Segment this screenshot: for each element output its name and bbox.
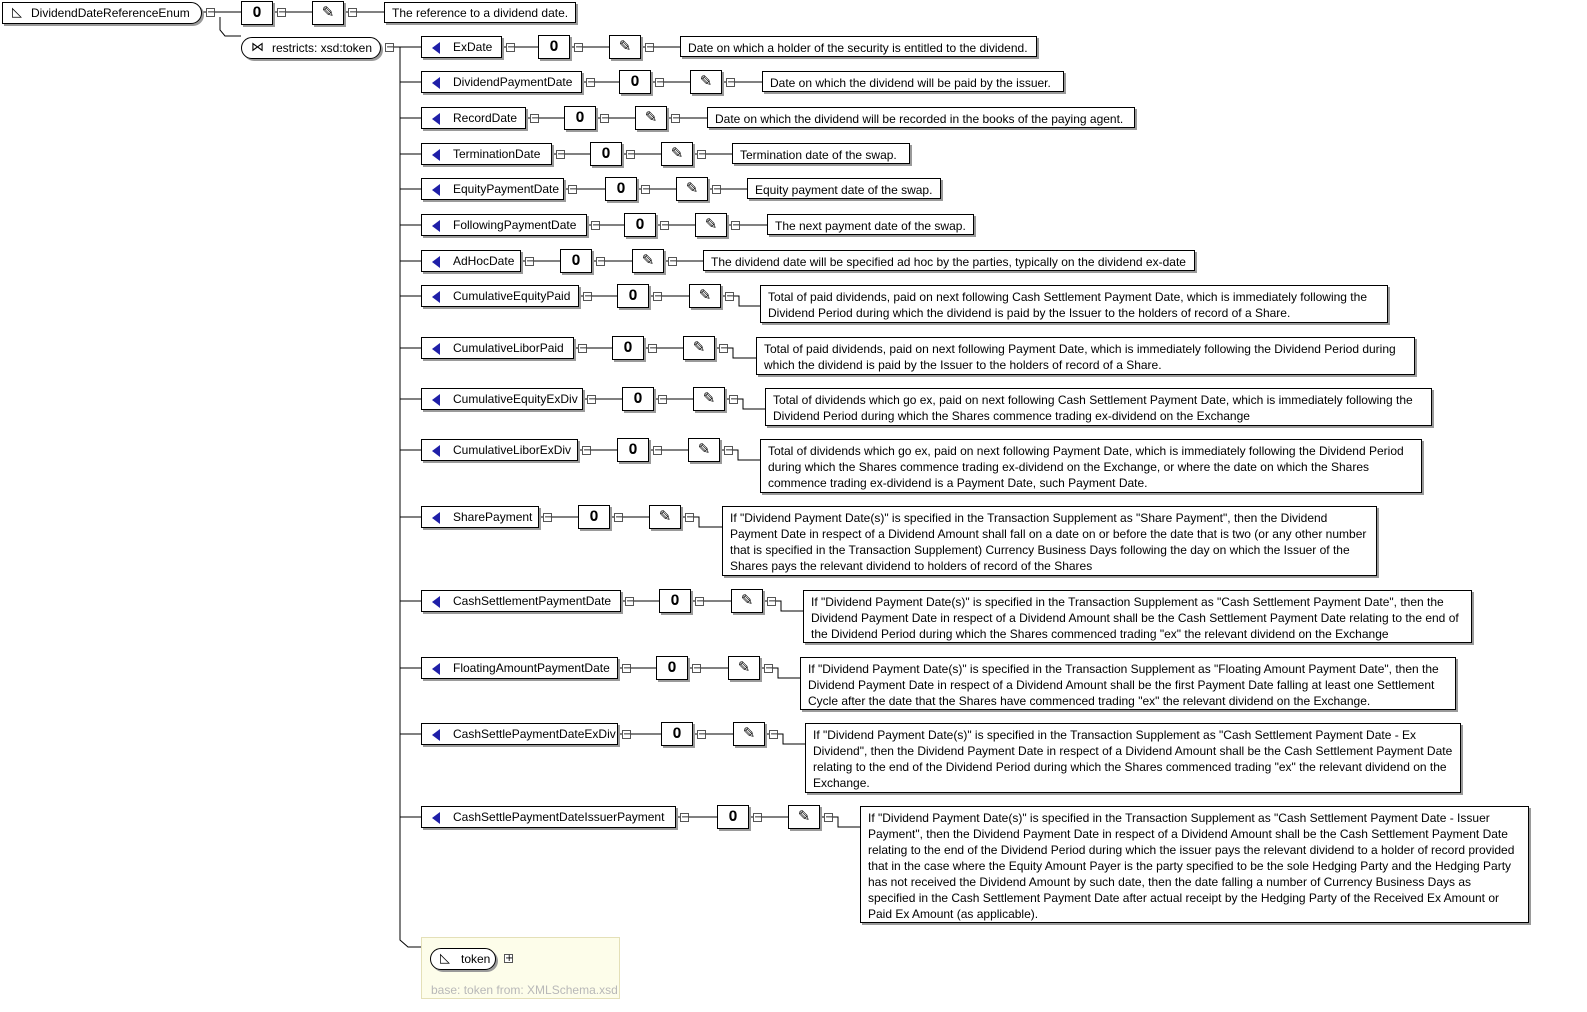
enumeration-collapse-toggle[interactable]: −: [584, 291, 593, 302]
enumeration-collapse-toggle[interactable]: −: [507, 42, 516, 53]
connector-line: [400, 47, 421, 947]
enumeration-documentation: The next payment date of the swap.: [767, 214, 974, 235]
enumeration-CashSettlePaymentDateIssuerPayment[interactable]: [421, 806, 676, 828]
enumeration-name: CashSettlementPaymentDate: [453, 594, 612, 608]
enumeration-documentation: Equity payment date of the swap.: [747, 178, 941, 199]
scroll-icon: ✎: [733, 722, 765, 746]
enumeration-collapse-toggle[interactable]: −: [557, 149, 566, 160]
paperclip-icon: 𝟎: [538, 35, 570, 59]
enumeration-documentation: Total of paid dividends, paid on next following Payment Date, which is immediately following the Dividend Period during which the dividend is paid by the Issuer to the holders of record of a Share.: [756, 337, 1415, 375]
base-type-panel: [421, 937, 620, 999]
enumeration-CumulativeEquityPaid[interactable]: [421, 285, 579, 307]
enumeration-collapse-toggle[interactable]: −: [588, 394, 597, 405]
paperclip-icon: 𝟎: [622, 387, 654, 411]
scroll-icon: ✎: [731, 589, 763, 613]
enumeration-arrow-icon: [432, 445, 440, 457]
documentation-collapse-toggle[interactable]: −: [686, 512, 695, 523]
connector-line: [778, 734, 805, 744]
root-collapse-toggle[interactable]: −: [207, 7, 216, 18]
annotation-collapse-toggle[interactable]: −: [597, 256, 606, 267]
connector-line: [220, 17, 241, 36]
enumeration-name: CumulativeEquityPaid: [453, 289, 571, 303]
root-type-name: DividendDateReferenceEnum: [31, 6, 190, 20]
documentation-collapse-toggle[interactable]: −: [349, 7, 358, 18]
documentation-collapse-toggle[interactable]: −: [825, 812, 834, 823]
enumeration-arrow-icon: [432, 184, 440, 196]
enumeration-arrow-icon: [432, 394, 440, 406]
enumeration-EquityPaymentDate[interactable]: [421, 178, 564, 200]
enumeration-documentation: If "Dividend Payment Date(s)" is specified in the Transaction Supplement as "Floating Amount Payment Date", then the Dividend Payment Date in respect of a Dividend Amount shall be the first Payment Date falling at least one Settlement Cycle after the date that the Shares have commenced trading "ex" the relevant dividend on the Exchange.: [800, 657, 1456, 710]
base-type-node[interactable]: [430, 948, 496, 970]
scroll-icon: ✎: [728, 656, 760, 680]
enumeration-name: CashSettlePaymentDateExDiv: [453, 727, 616, 741]
enumeration-documentation: Total of paid dividends, paid on next following Cash Settlement Payment Date, which is immediately following the Dividend Period during which the dividend is paid by the Issuer to the holders of record of a Share.: [760, 285, 1388, 323]
documentation-collapse-toggle[interactable]: −: [765, 663, 774, 674]
enumeration-name: RecordDate: [453, 111, 518, 125]
enumeration-RecordDate[interactable]: [421, 107, 526, 129]
documentation-collapse-toggle[interactable]: −: [698, 149, 707, 160]
enumeration-arrow-icon: [432, 343, 440, 355]
enumeration-arrow-icon: [432, 596, 440, 608]
annotation-collapse-toggle[interactable]: −: [654, 445, 663, 456]
enumeration-DividendPaymentDate[interactable]: [421, 71, 582, 93]
restriction-icon: ⋈: [251, 40, 264, 55]
scroll-icon: ✎: [690, 70, 722, 94]
enumeration-FollowingPaymentDate[interactable]: [421, 214, 587, 236]
annotation-collapse-toggle[interactable]: −: [575, 42, 584, 53]
enumeration-documentation: Total of dividends which go ex, paid on next following Payment Date, which is immediately following the Dividend Period during which the Shares commence trading ex-dividend on the Exchange, or where the date on which the Shares commence trading ex-dividend is a Payment Date, such Payment Date.: [760, 439, 1422, 493]
enumeration-name: DividendPaymentDate: [453, 75, 573, 89]
enumeration-collapse-toggle[interactable]: −: [526, 256, 535, 267]
scroll-icon: ✎: [635, 106, 667, 130]
paperclip-icon: 𝟎: [590, 142, 622, 166]
enumeration-CashSettlePaymentDateExDiv[interactable]: [421, 723, 618, 745]
base-type-expand-toggle[interactable]: +: [505, 953, 514, 964]
documentation-collapse-toggle[interactable]: −: [720, 343, 729, 354]
connector-line: [773, 668, 800, 678]
paperclip-icon: 𝟎: [612, 336, 644, 360]
enumeration-collapse-toggle[interactable]: −: [626, 596, 635, 607]
simple-type-icon: ◺: [12, 5, 22, 20]
enumeration-CumulativeLiborExDiv[interactable]: [421, 439, 578, 461]
paperclip-icon: 𝟎: [656, 656, 688, 680]
enumeration-name: CumulativeLiborPaid: [453, 341, 564, 355]
enumeration-arrow-icon: [432, 149, 440, 161]
enumeration-name: CashSettlePaymentDateIssuerPayment: [453, 810, 665, 824]
paperclip-icon: 𝟎: [617, 284, 649, 308]
enumeration-arrow-icon: [432, 77, 440, 89]
root-documentation: The reference to a dividend date.: [384, 2, 576, 23]
enumeration-arrow-icon: [432, 291, 440, 303]
paperclip-icon: 𝟎: [605, 177, 637, 201]
annotation-collapse-toggle[interactable]: −: [654, 291, 663, 302]
enumeration-FloatingAmountPaymentDate[interactable]: [421, 657, 618, 679]
documentation-collapse-toggle[interactable]: −: [768, 596, 777, 607]
enumeration-name: CumulativeEquityExDiv: [453, 392, 578, 406]
enumeration-name: ExDate: [453, 40, 493, 54]
enumeration-collapse-toggle[interactable]: −: [587, 77, 596, 88]
paperclip-icon: 𝟎: [619, 70, 651, 94]
documentation-collapse-toggle[interactable]: −: [725, 445, 734, 456]
enumeration-name: CumulativeLiborExDiv: [453, 443, 572, 457]
connector-line: [734, 296, 760, 306]
annotation-collapse-toggle[interactable]: −: [656, 77, 665, 88]
enumeration-name: EquityPaymentDate: [453, 182, 560, 196]
enumeration-collapse-toggle[interactable]: −: [579, 343, 588, 354]
paperclip-icon: 𝟎: [564, 106, 596, 130]
enumeration-name: FloatingAmountPaymentDate: [453, 661, 610, 675]
enumeration-name: FollowingPaymentDate: [453, 218, 577, 232]
enumeration-documentation: Termination date of the swap.: [732, 143, 910, 164]
scroll-icon: ✎: [676, 177, 708, 201]
enumeration-arrow-icon: [432, 512, 440, 524]
enumeration-ExDate[interactable]: [421, 36, 502, 58]
enumeration-CumulativeEquityExDiv[interactable]: [421, 388, 583, 410]
documentation-collapse-toggle[interactable]: −: [732, 220, 741, 231]
enumeration-collapse-toggle[interactable]: −: [623, 729, 632, 740]
documentation-collapse-toggle[interactable]: −: [646, 42, 655, 53]
scroll-icon: ✎: [683, 336, 715, 360]
simple-type-icon: ◺: [440, 951, 450, 966]
paperclip-icon: 𝟎: [624, 213, 656, 237]
enumeration-collapse-toggle[interactable]: −: [592, 220, 601, 231]
connector-line: [738, 399, 765, 409]
scroll-icon: ✎: [312, 1, 344, 25]
enumeration-AdHocDate[interactable]: [421, 250, 521, 272]
enumeration-documentation: Date on which the dividend will be paid by the issuer.: [762, 71, 1064, 92]
scroll-icon: ✎: [695, 213, 727, 237]
restriction-node[interactable]: [241, 37, 381, 59]
paperclip-icon: 𝟎: [659, 589, 691, 613]
enumeration-name: SharePayment: [453, 510, 533, 524]
enumeration-name: TerminationDate: [453, 147, 541, 161]
base-type-name: token: [461, 952, 491, 966]
enumeration-collapse-toggle[interactable]: −: [583, 445, 592, 456]
paperclip-icon: 𝟎: [617, 438, 649, 462]
enumeration-arrow-icon: [432, 812, 440, 824]
enumeration-collapse-toggle[interactable]: −: [531, 113, 540, 124]
annotation-collapse-toggle[interactable]: −: [754, 812, 763, 823]
enumeration-collapse-toggle[interactable]: −: [681, 812, 690, 823]
enumeration-TerminationDate[interactable]: [421, 143, 552, 165]
connector-line: [728, 348, 756, 358]
enumeration-name: AdHocDate: [453, 254, 515, 268]
connector-line: [733, 450, 760, 460]
annotation-collapse-toggle[interactable]: −: [649, 343, 658, 354]
scroll-icon: ✎: [661, 142, 693, 166]
paperclip-icon: 𝟎: [241, 1, 273, 25]
scroll-icon: ✎: [688, 438, 720, 462]
paperclip-icon: 𝟎: [661, 722, 693, 746]
enumeration-collapse-toggle[interactable]: −: [569, 184, 578, 195]
restriction-collapse-toggle[interactable]: −: [386, 42, 395, 53]
documentation-collapse-toggle[interactable]: −: [726, 291, 735, 302]
enumeration-arrow-icon: [432, 663, 440, 675]
base-type-source: base: token from: XMLSchema.xsd: [431, 983, 618, 997]
enumeration-CashSettlementPaymentDate[interactable]: [421, 590, 621, 612]
enumeration-arrow-icon: [432, 113, 440, 125]
documentation-collapse-toggle[interactable]: −: [727, 77, 736, 88]
annotation-collapse-toggle[interactable]: −: [642, 184, 651, 195]
enumeration-documentation: Date on which the dividend will be recorded in the books of the paying agent.: [707, 107, 1135, 128]
annotation-collapse-toggle[interactable]: −: [698, 729, 707, 740]
enumeration-arrow-icon: [432, 42, 440, 54]
paperclip-icon: 𝟎: [578, 505, 610, 529]
connector-line: [776, 601, 803, 611]
enumeration-arrow-icon: [432, 256, 440, 268]
enumeration-documentation: Date on which a holder of the security is entitled to the dividend.: [680, 36, 1037, 57]
scroll-icon: ✎: [689, 284, 721, 308]
enumeration-CumulativeLiborPaid[interactable]: [421, 337, 574, 359]
scroll-icon: ✎: [788, 805, 820, 829]
enumeration-arrow-icon: [432, 220, 440, 232]
annotation-collapse-toggle[interactable]: −: [278, 7, 287, 18]
annotation-collapse-toggle[interactable]: −: [601, 113, 610, 124]
enumeration-collapse-toggle[interactable]: −: [623, 663, 632, 674]
scroll-icon: ✎: [632, 249, 664, 273]
paperclip-icon: 𝟎: [717, 805, 749, 829]
annotation-collapse-toggle[interactable]: −: [627, 149, 636, 160]
connector-line: [694, 517, 722, 527]
enumeration-documentation: If "Dividend Payment Date(s)" is specified in the Transaction Supplement as "Cash Settlement Payment Date - Issuer Payment", then the Dividend Payment Date in respect of a Dividend Amount shall be the Cash Settlement Payment Date relating to the end of the Dividend Period during which the issuer pays the relevant dividend to a holder of record provided that in the case where the Equity Amount Payer is the party specified to be the sole Hedging Party and the Hedging Party has not received the Dividend Amount by such date, then the date falling a number of Currency Business Days as specified in the Cash Settlement Payment Date after actual receipt by the Hedging Party of the Received Ex Amount or Paid Ex Amount (as applicable).: [860, 806, 1529, 923]
enumeration-documentation: If "Dividend Payment Date(s)" is specified in the Transaction Supplement as "Share Payment", then the Dividend Payment Date in respect of a Dividend Amount shall fall on a date on or before the date that is two (or any other number that is specified in the Transaction Supplement) Currency Business Days following the day on which the Issuer of the Shares pays the relevant dividend to holders of record of the Shares: [722, 506, 1377, 576]
documentation-collapse-toggle[interactable]: −: [672, 113, 681, 124]
paperclip-icon: 𝟎: [560, 249, 592, 273]
restriction-label: restricts: xsd:token: [272, 41, 373, 55]
annotation-collapse-toggle[interactable]: −: [696, 596, 705, 607]
scroll-icon: ✎: [649, 505, 681, 529]
documentation-collapse-toggle[interactable]: −: [730, 394, 739, 405]
annotation-collapse-toggle[interactable]: −: [693, 663, 702, 674]
enumeration-SharePayment[interactable]: [421, 506, 539, 528]
documentation-collapse-toggle[interactable]: −: [669, 256, 678, 267]
annotation-collapse-toggle[interactable]: −: [659, 394, 668, 405]
documentation-collapse-toggle[interactable]: −: [770, 729, 779, 740]
documentation-collapse-toggle[interactable]: −: [713, 184, 722, 195]
annotation-collapse-toggle[interactable]: −: [615, 512, 624, 523]
enumeration-documentation: Total of dividends which go ex, paid on next following Cash Settlement Payment Date, which is immediately following the Dividend Period during which the Shares commence trading ex-dividend on the Exchange: [765, 388, 1432, 426]
enumeration-collapse-toggle[interactable]: −: [544, 512, 553, 523]
enumeration-arrow-icon: [432, 729, 440, 741]
enumeration-documentation: If "Dividend Payment Date(s)" is specified in the Transaction Supplement as "Cash Settlement Payment Date", then the Dividend Payment Date in respect of a Dividend Amount shall be the Cash Settlement Payment Date relating to the end of the Dividend Period during which the Shares commenced trading "ex" the relevant dividend on the Exchange: [803, 590, 1472, 643]
annotation-collapse-toggle[interactable]: −: [661, 220, 670, 231]
scroll-icon: ✎: [609, 35, 641, 59]
connector-line: [833, 817, 860, 827]
root-type-node[interactable]: [2, 2, 202, 24]
scroll-icon: ✎: [693, 387, 725, 411]
enumeration-documentation: The dividend date will be specified ad hoc by the parties, typically on the dividend ex-date: [703, 250, 1195, 271]
enumeration-documentation: If "Dividend Payment Date(s)" is specified in the Transaction Supplement as "Cash Settlement Payment Date - Ex Dividend", then the Dividend Payment Date in respect of a Dividend Amount shall be the Cash Settlement Payment Date relating to the end of the Dividend Period during which the Shares commenced trading "ex" the relevant dividend on the Exchange.: [805, 723, 1461, 793]
